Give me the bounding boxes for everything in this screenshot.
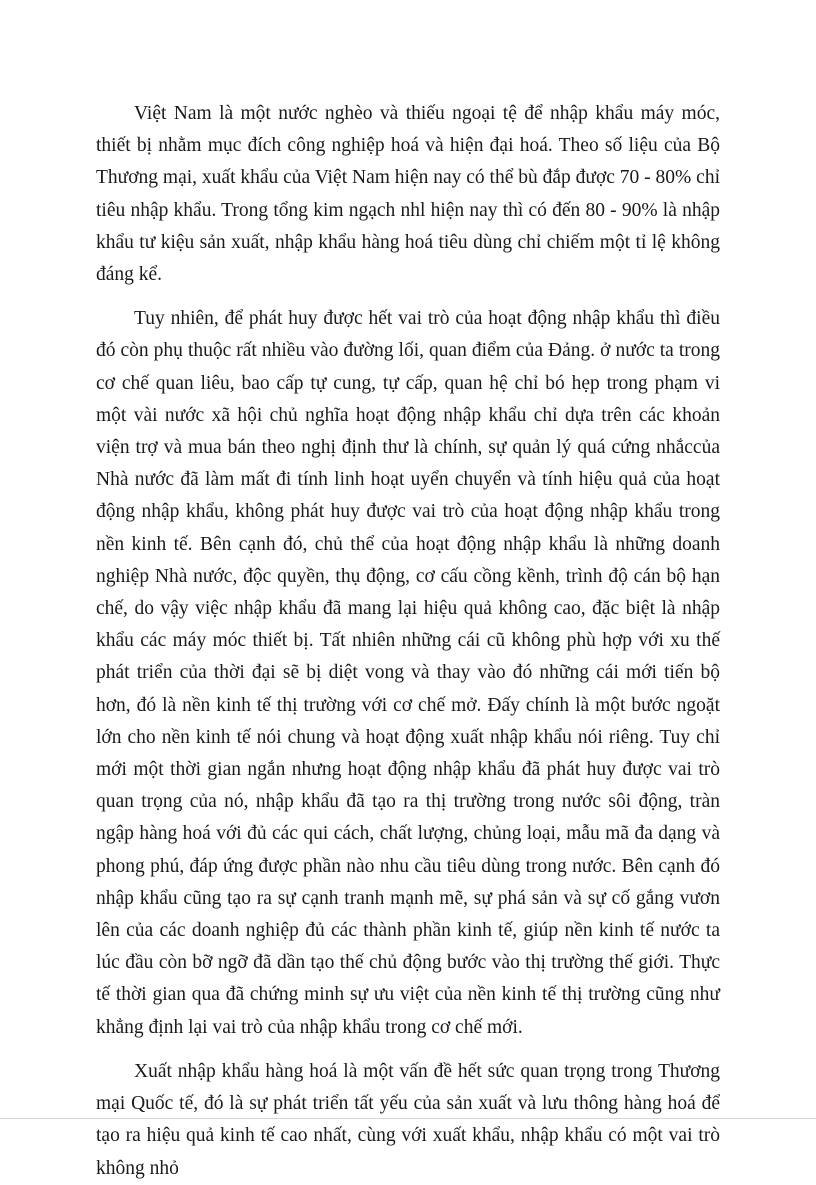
paragraph-1: Việt Nam là một nước nghèo và thiếu ngoại tệ để nhập khẩu máy móc, thiết bị nhằm mục đích công nghiệp hoá và hiện đại hoá. Theo số liệu của Bộ Thương mại, xuất khẩu của Việt Nam hiện nay có thể bù đắp được 70 - 80% chỉ tiêu nhập khẩu. Trong tổng kim ngạch nhl hiện nay thì có đến 80 - 90% là nhập khẩu tư kiệu sản xuất, nhập khẩu hàng hoá tiêu dùng chỉ chiếm một tỉ lệ không đáng kể. <box>96 103 720 286</box>
paragraph-2: Tuy nhiên, để phát huy được hết vai trò của hoạt động nhập khẩu thì điều đó còn phụ thuộc rất nhiều vào đường lối, quan điểm của Đảng. ở nước ta trong cơ chế quan liêu, bao cấp tự cung, tự cấp, quan hệ chỉ bó hẹp trong phạm vi một vài nước xã hội chủ nghĩa hoạt động nhập khẩu chỉ dựa trên các khoản viện trợ và mua bán theo nghị định thư là chính, sự quản lý quá cứng nhắccủa Nhà nước đã làm mất đi tính linh hoạt uyển chuyển và tính hiệu quả của hoạt động nhập khẩu, không phát huy được vai trò của hoạt động nhập khẩu trong nền kinh tế. Bên cạnh đó, chủ thể của hoạt động nhập khẩu là những doanh nghiệp Nhà nước, độc quyền, thụ động, cơ cấu cồng kềnh, trình độ cán bộ hạn chế, do vậy việc nhập khẩu đã mang lại hiệu quả không cao, đặc biệt là nhập khẩu các máy móc thiết bị. Tất nhiên những cái cũ không phù hợp với xu thế phát triển của thời đại sẽ bị diệt vong và thay vào đó những cái mới tiến bộ hơn, đó là nền kinh tế thị trường với cơ chế mở. Đấy chính là một bước ngoặt lớn cho nền kinh tế nói chung và hoạt động xuất nhập khẩu nói riêng. Tuy chỉ mới một thời gian ngắn nhưng hoạt động nhập khẩu đã phát huy được vai trò quan trọng của nó, nhập khẩu đã tạo ra thị trường trong nước sôi động, tràn ngập hàng hoá với đủ các qui cách, chất lượng, chủng loại, mẫu mã đa dạng và phong phú, đáp ứng được phần nào nhu cầu tiêu dùng trong nước. Bên cạnh đó nhập khẩu cũng tạo ra sự cạnh tranh mạnh mẽ, sự phá sản và sự cố gắng vươn lên của các doanh nghiệp đủ các thành phần kinh tế, giúp nền kinh tế nước ta lúc đầu còn bỡ ngỡ đã dần tạo thế chủ động bước vào thị trường thế giới. Thực tế thời gian qua đã chứng minh sự ưu việt của nền kinh tế thị trường cũng như khẳng định lại vai trò của nhập khẩu trong cơ chế mới. <box>96 308 720 1038</box>
page-bottom-edge <box>0 1118 816 1119</box>
document-body <box>96 98 720 1185</box>
paragraph-3: Xuất nhập khẩu hàng hoá là một vấn đề hết sức quan trọng trong Thương mại Quốc tế, đó là sự phát triển tất yếu của sản xuất và lưu thông hàng hoá để tạo ra hiệu quả kinh tế cao nhất, cùng với xuất khẩu, nhập khẩu có một vai trò không nhỏ <box>96 1060 720 1179</box>
